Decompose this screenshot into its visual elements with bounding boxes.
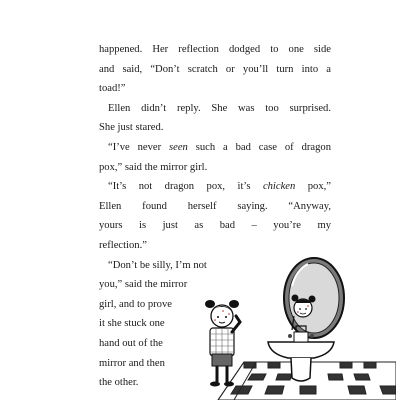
text-line: “I’ve never seen such a bad case of dragon <box>108 141 331 153</box>
text-line: pox,” said the mirror girl. <box>99 161 208 173</box>
text-line: reflection.” <box>99 239 147 251</box>
text-line: She just stared. <box>99 122 164 134</box>
ellen-girl <box>205 300 240 387</box>
text-line: “Don’t be silly, I’m not <box>108 259 207 271</box>
text-line: Ellen didn’t reply. She was too surprised. <box>108 102 331 114</box>
text-line: toad!” <box>99 83 126 95</box>
text-line: mirror and then <box>99 357 165 369</box>
mirror <box>284 258 344 338</box>
text-line: girl, and to prove <box>99 298 172 310</box>
emphasis: chicken <box>262 181 296 193</box>
text-line: Ellen found herself saying. “Anyway, <box>99 200 331 212</box>
emphasis: seen <box>169 141 188 153</box>
text-line: happened. Her reflection dodged to one side <box>99 44 331 55</box>
text-line: you,” said the mirror <box>99 279 188 291</box>
text-line: it she stuck one <box>99 318 165 330</box>
text-line: “It’s not dragon pox, it’s chicken pox,” <box>108 181 331 193</box>
illustration-svg <box>196 250 396 400</box>
text-line: hand out of the <box>99 337 163 349</box>
girl-at-mirror-illustration <box>196 250 396 400</box>
text-line: yours is just as bad – you’re my <box>99 220 331 232</box>
text-line: the other. <box>99 377 139 389</box>
text-line: and said, “Don’t scratch or you’ll turn into a <box>99 63 331 75</box>
